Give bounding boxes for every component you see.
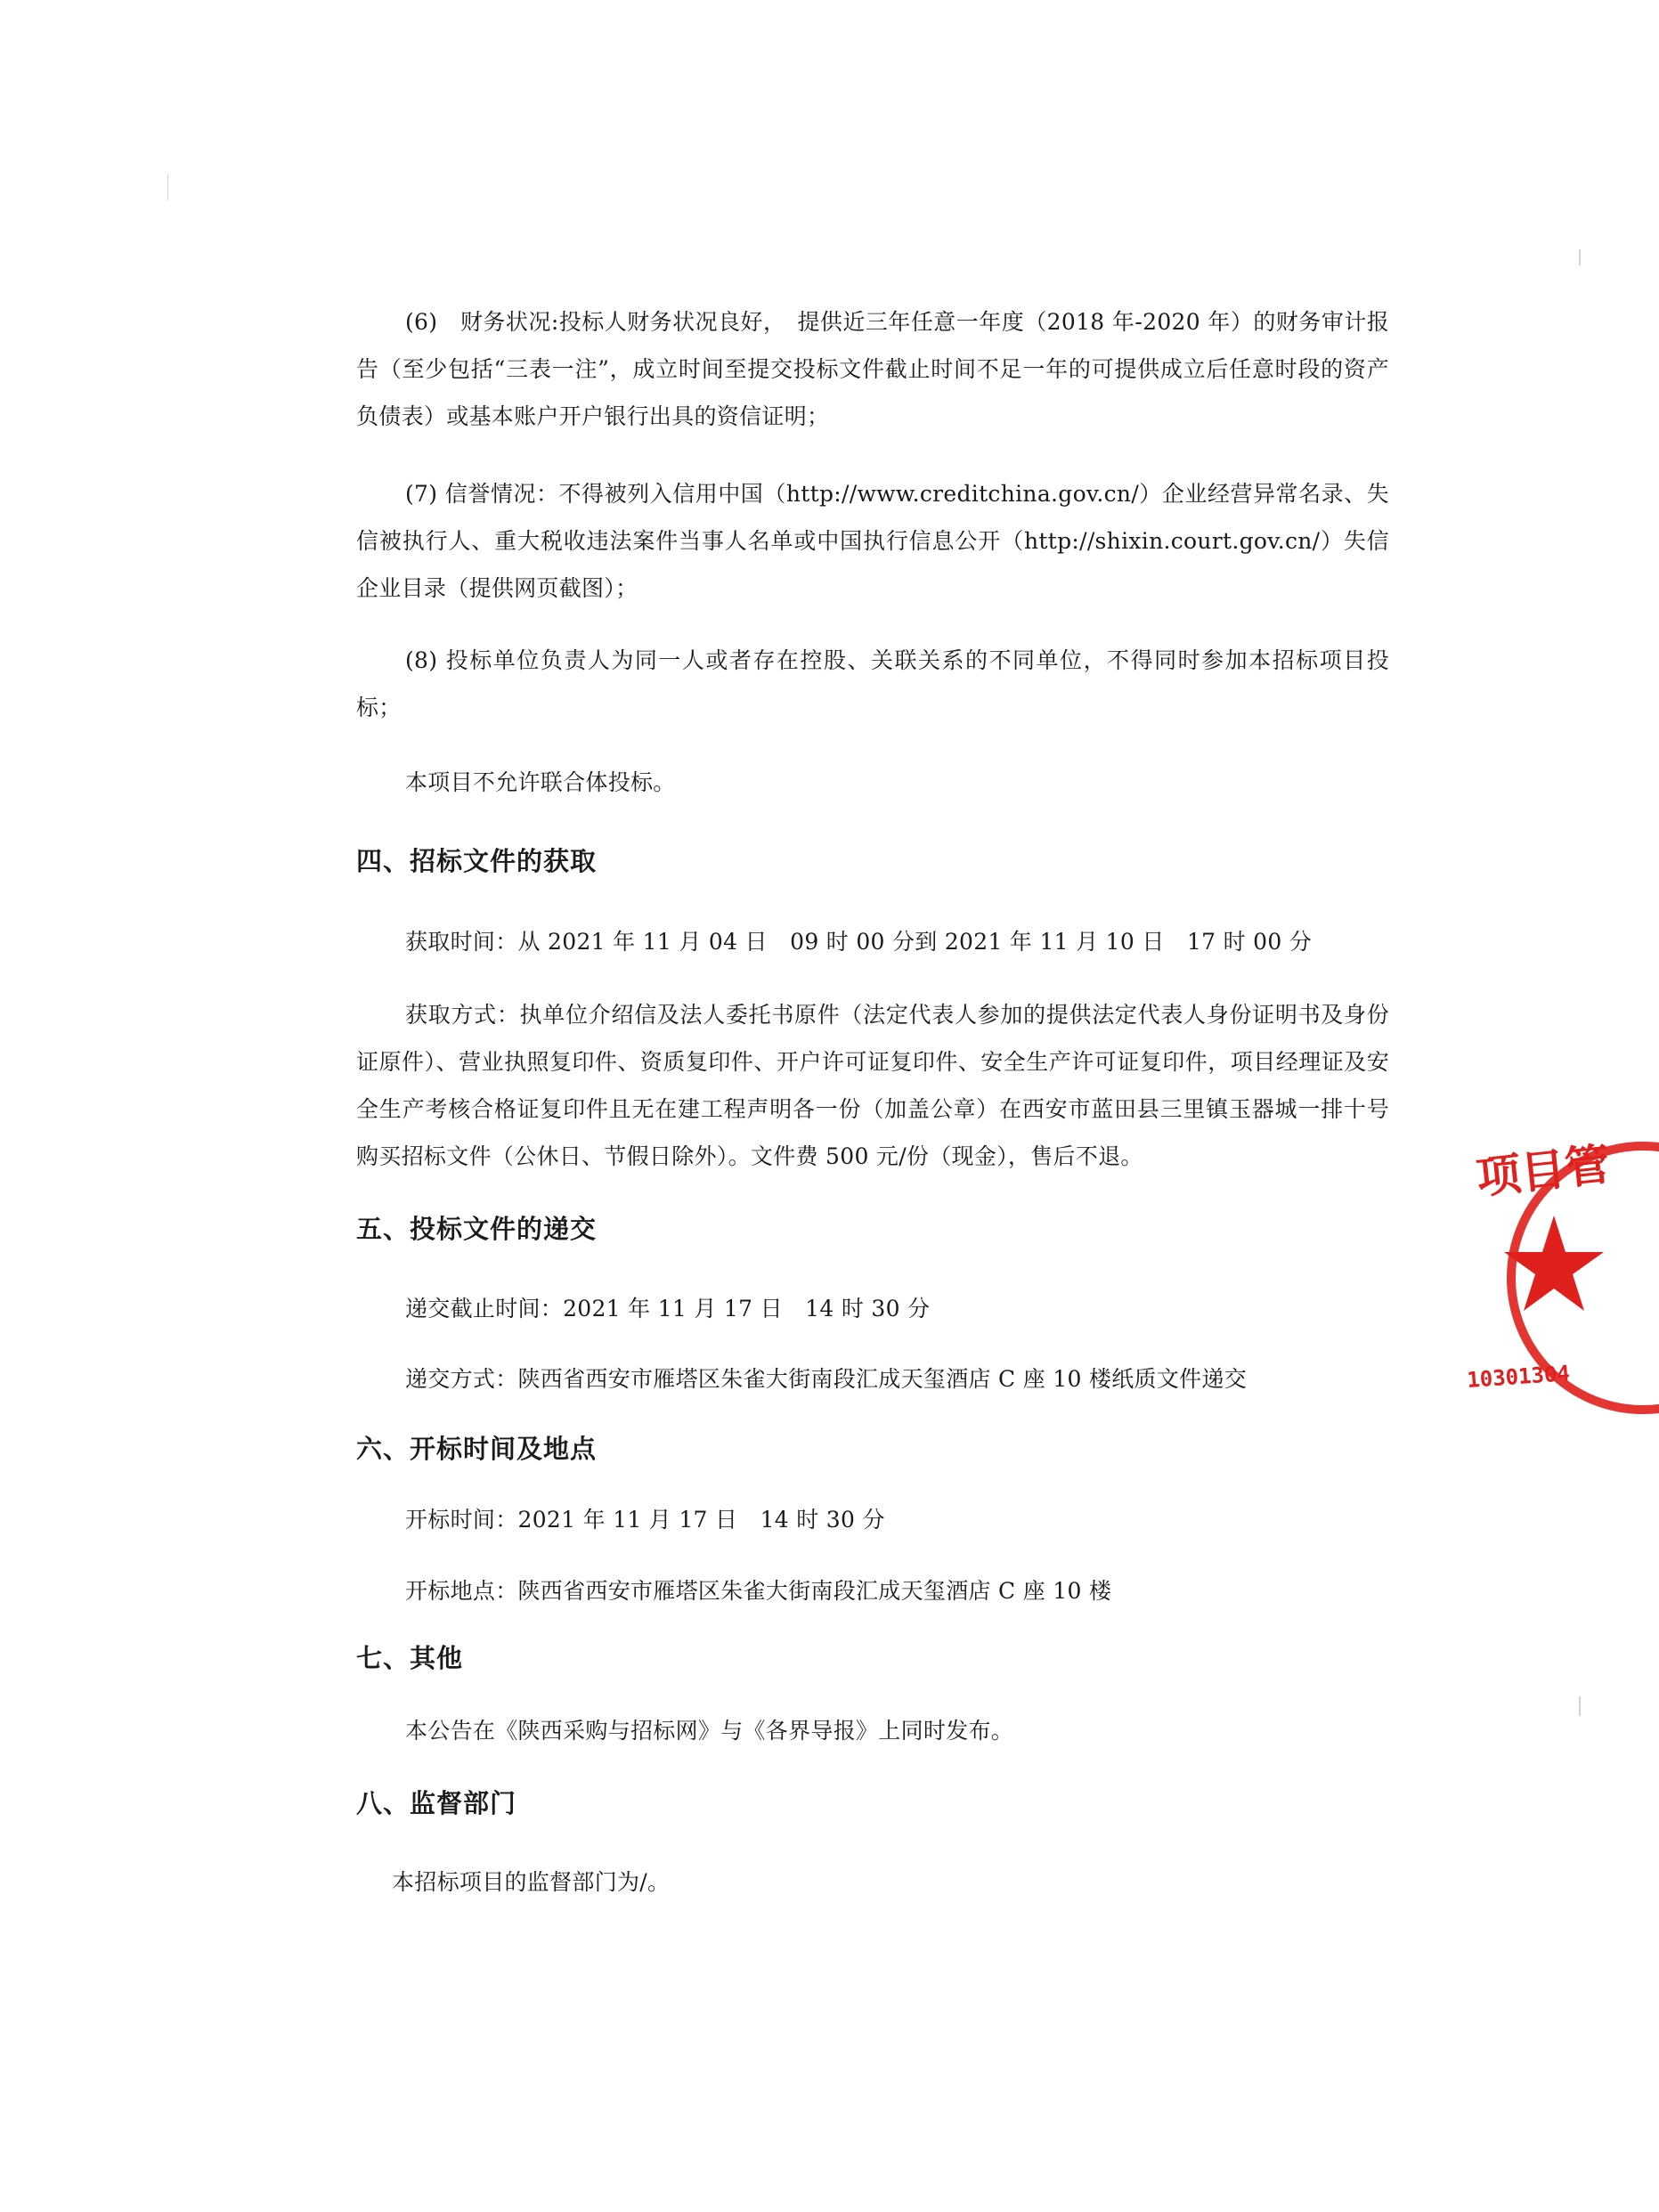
- paragraph-obtain-time: 获取时间：从 2021 年 11 月 04 日 09 时 00 分到 2021 年 11 月 10 日 17 时 00 分: [405, 929, 1313, 955]
- paragraph-related-units: (8) 投标单位负责人为同一人或者存在控股、关联关系的不同单位，不得同时参加本招标项目投标；: [356, 647, 1389, 720]
- scan-speck: [1579, 249, 1581, 265]
- paragraph-publication: 本公告在《陕西采购与招标网》与《各界导报》上同时发布。: [405, 1718, 1014, 1744]
- scan-speck: [1579, 1696, 1581, 1716]
- paragraph-credit-status: (7) 信誉情况：不得被列入信用中国（http://www.creditchina.gov.cn/）企业经营异常名录、失信被执行人、重大税收违法案件当事人名单或中国执行信息公开（http://shixin.court.gov.cn/）失信企业目录（提供网页截图）；: [356, 481, 1389, 601]
- heading-obtain-documents: 四、招标文件的获取: [356, 846, 598, 876]
- seal-number-text: 10301304: [1466, 1360, 1571, 1393]
- official-seal: [1460, 1131, 1659, 1425]
- paragraph-opening-place: 开标地点：陕西省西安市雁塔区朱雀大街南段汇成天玺酒店 C 座 10 楼: [405, 1578, 1112, 1604]
- paragraph-opening-time: 开标时间：2021 年 11 月 17 日 14 时 30 分: [405, 1507, 885, 1533]
- heading-submit-bid: 五、投标文件的递交: [356, 1214, 598, 1244]
- paragraph-no-consortium: 本项目不允许联合体投标。: [405, 769, 676, 795]
- scan-speck: [167, 174, 168, 200]
- seal-stamp-graphic: [1460, 1131, 1659, 1425]
- paragraph-submit-deadline: 递交截止时间：2021 年 11 月 17 日 14 时 30 分: [405, 1296, 931, 1322]
- heading-supervision: 八、监督部门: [356, 1788, 517, 1818]
- paragraph-financial-status: (6) 财务状况:投标人财务状况良好， 提供近三年任意一年度（2018 年-2020 年）的财务审计报告（至少包括“三表一注”，成立时间至提交投标文件截止时间不足一年的可提供成立后任意时段的资产负债表）或基本账户开户银行出具的资信证明；: [356, 309, 1389, 429]
- seal-title-text: 项目管: [1474, 1138, 1613, 1204]
- paragraph-submit-method: 递交方式：陕西省西安市雁塔区朱雀大街南段汇成天玺酒店 C 座 10 楼纸质文件递交: [405, 1366, 1248, 1392]
- paragraph-supervision-dept: 本招标项目的监督部门为/。: [392, 1869, 671, 1895]
- heading-opening-time-place: 六、开标时间及地点: [356, 1434, 598, 1464]
- heading-other: 七、其他: [356, 1643, 464, 1673]
- paragraph-obtain-method: 获取方式：执单位介绍信及法人委托书原件（法定代表人参加的提供法定代表人身份证明书及身份证原件）、营业执照复印件、资质复印件、开户许可证复印件、安全生产许可证复印件，项目经理证及安全生产考核合格证复印件且无在建工程声明各一份（加盖公章）在西安市蓝田县三里镇玉器城一排十号购买招标文件（公休日、节假日除外）。文件费 500 元/份（现金），售后不退。: [356, 1002, 1389, 1169]
